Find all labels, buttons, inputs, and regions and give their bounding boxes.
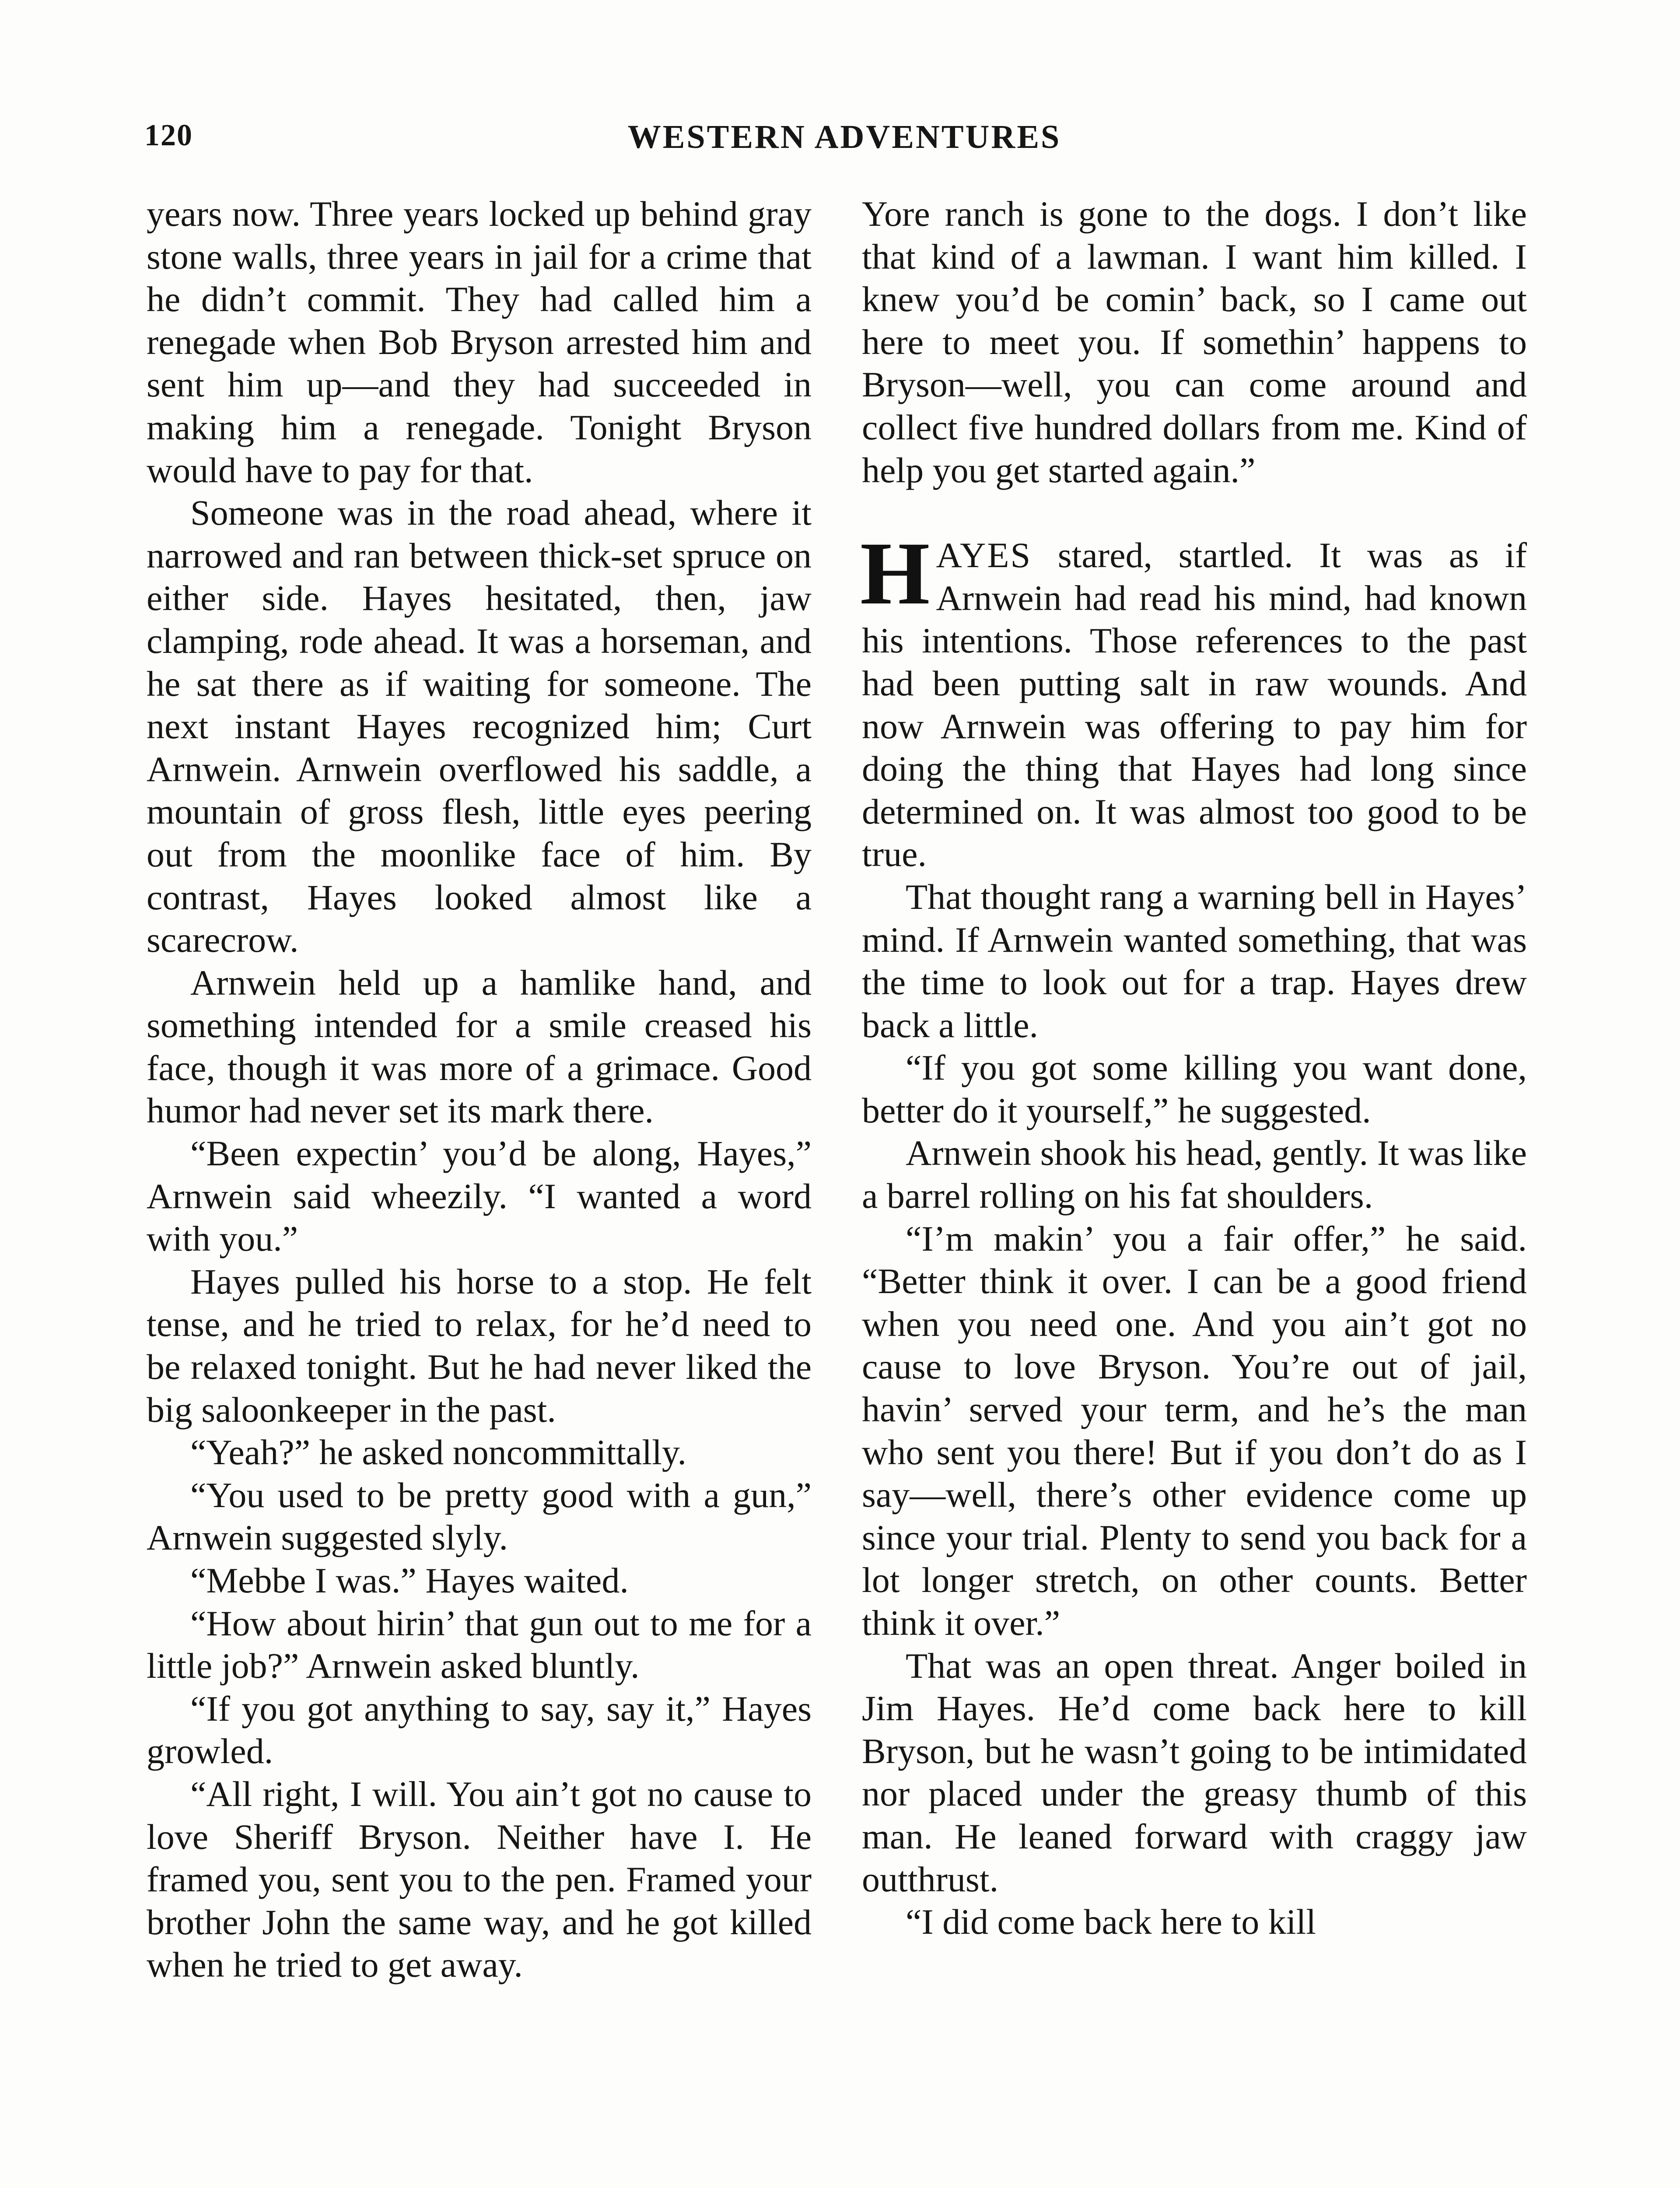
paragraph: That was an open threat. Anger boiled in Jim Hayes. He’d come back here to kill Bryson, but he wasn’t going to be intimidated nor placed under the greasy thumb of this man. He leaned forward with craggy jaw outthrust. bbox=[862, 1645, 1527, 1899]
paragraph: Someone was in the road ahead, where it narrowed and ran between thick-set spruce on either side. Hayes hesitated, then, jaw clamping, rode ahead. It was a horseman, and he sat there as if waiting for someone. The next instant Hayes recognized him; Curt Arnwein. Arnwein overflowed his saddle, a mountain of gross flesh, little eyes peering out from the moonlike face of him. By contrast, Hayes looked almost like a scarecrow. bbox=[147, 493, 812, 960]
paragraph: years now. Three years locked up behind gray stone walls, three years in jail for a crime that he didn’t commit. They had called him a renegade when Bob Bryson arrested him and sent him up—and they had succeeded in making him a renegade. Tonight Bryson would have to pay for that. bbox=[147, 194, 812, 490]
paragraph: Arnwein shook his head, gently. It was like a barrel rolling on his fat shoulders. bbox=[862, 1133, 1527, 1216]
right-column bbox=[862, 193, 1527, 1943]
section-lead-word: AYES bbox=[936, 535, 1032, 575]
paragraph: That thought rang a warning bell in Hayes’ mind. If Arnwein wanted something, that was the time to look out for a trap. Hayes drew back a little. bbox=[862, 877, 1527, 1045]
paragraph: “I did come back here to kill bbox=[906, 1902, 1316, 1942]
paragraph: Hayes pulled his horse to a stop. He felt tense, and he tried to relax, for he’d need to be relaxed tonight. But he had never liked the big saloonkeeper in the past. bbox=[147, 1261, 812, 1430]
paragraph: “I’m makin’ you a fair offer,” he said. “Better think it over. I can be a good friend when you need one. And you ain’t got no cause to love Bryson. You’re out of jail, havin’ served your term, and he’s the man who sent you there! But if you don’t do as I say—well, there’s other evidence come up since your trial. Plenty to send you back for a lot longer stretch, on other counts. Better think it over.” bbox=[862, 1218, 1527, 1643]
paragraph: “Mebbe I was.” Hayes waited. bbox=[190, 1560, 629, 1600]
magazine-title: WESTERN ADVENTURES bbox=[627, 119, 1061, 155]
paragraph: “If you got anything to say, say it,” Hayes growled. bbox=[147, 1688, 812, 1771]
paragraph: “All right, I will. You ain’t got no cause to love Sheriff Bryson. Neither have I. He framed you, sent you to the pen. Framed your brother John the same way, and he got killed when he tried to get away. bbox=[147, 1774, 812, 1985]
paragraph: Yore ranch is gone to the dogs. I don’t like that kind of a lawman. I want him killed. I knew you’d be comin’ back, so I came out here to meet you. If somethin’ happens to Bryson—well, you can come around and collect five hundred dollars from me. Kind of help you get started again.” bbox=[862, 194, 1527, 490]
paragraph: Arnwein held up a hamlike hand, and something intended for a smile creased his face, though it was more of a grimace. Good humor had never set its mark there. bbox=[147, 962, 812, 1131]
paragraph: “Been expectin’ you’d be along, Hayes,” Arnwein said wheezily. “I wanted a word with you.” bbox=[147, 1133, 812, 1259]
paragraph: “How about hirin’ that gun out to me for a little job?” Arnwein asked bluntly. bbox=[147, 1603, 812, 1686]
page-number: 120 bbox=[144, 119, 193, 152]
drop-cap: H bbox=[860, 524, 930, 624]
section-opening-paragraph bbox=[860, 524, 1527, 876]
paragraph: “Yeah?” he asked noncommittally. bbox=[190, 1432, 687, 1473]
running-head bbox=[144, 118, 1544, 166]
paragraph: “You used to be pretty good with a gun,” Arnwein suggested slyly. bbox=[147, 1475, 812, 1558]
section-opening-text: stared, startled. It was as if Arnwein had read his mind, had known his intentions. Those references to the past had been putting salt in raw wounds. And now Arnwein was offering to pay him for doing the thing that Hayes had long since determined on. It was almost too good to be true. bbox=[862, 535, 1527, 874]
left-column bbox=[147, 193, 812, 1986]
paragraph: “If you got some killing you want done, better do it yourself,” he suggested. bbox=[862, 1048, 1527, 1130]
